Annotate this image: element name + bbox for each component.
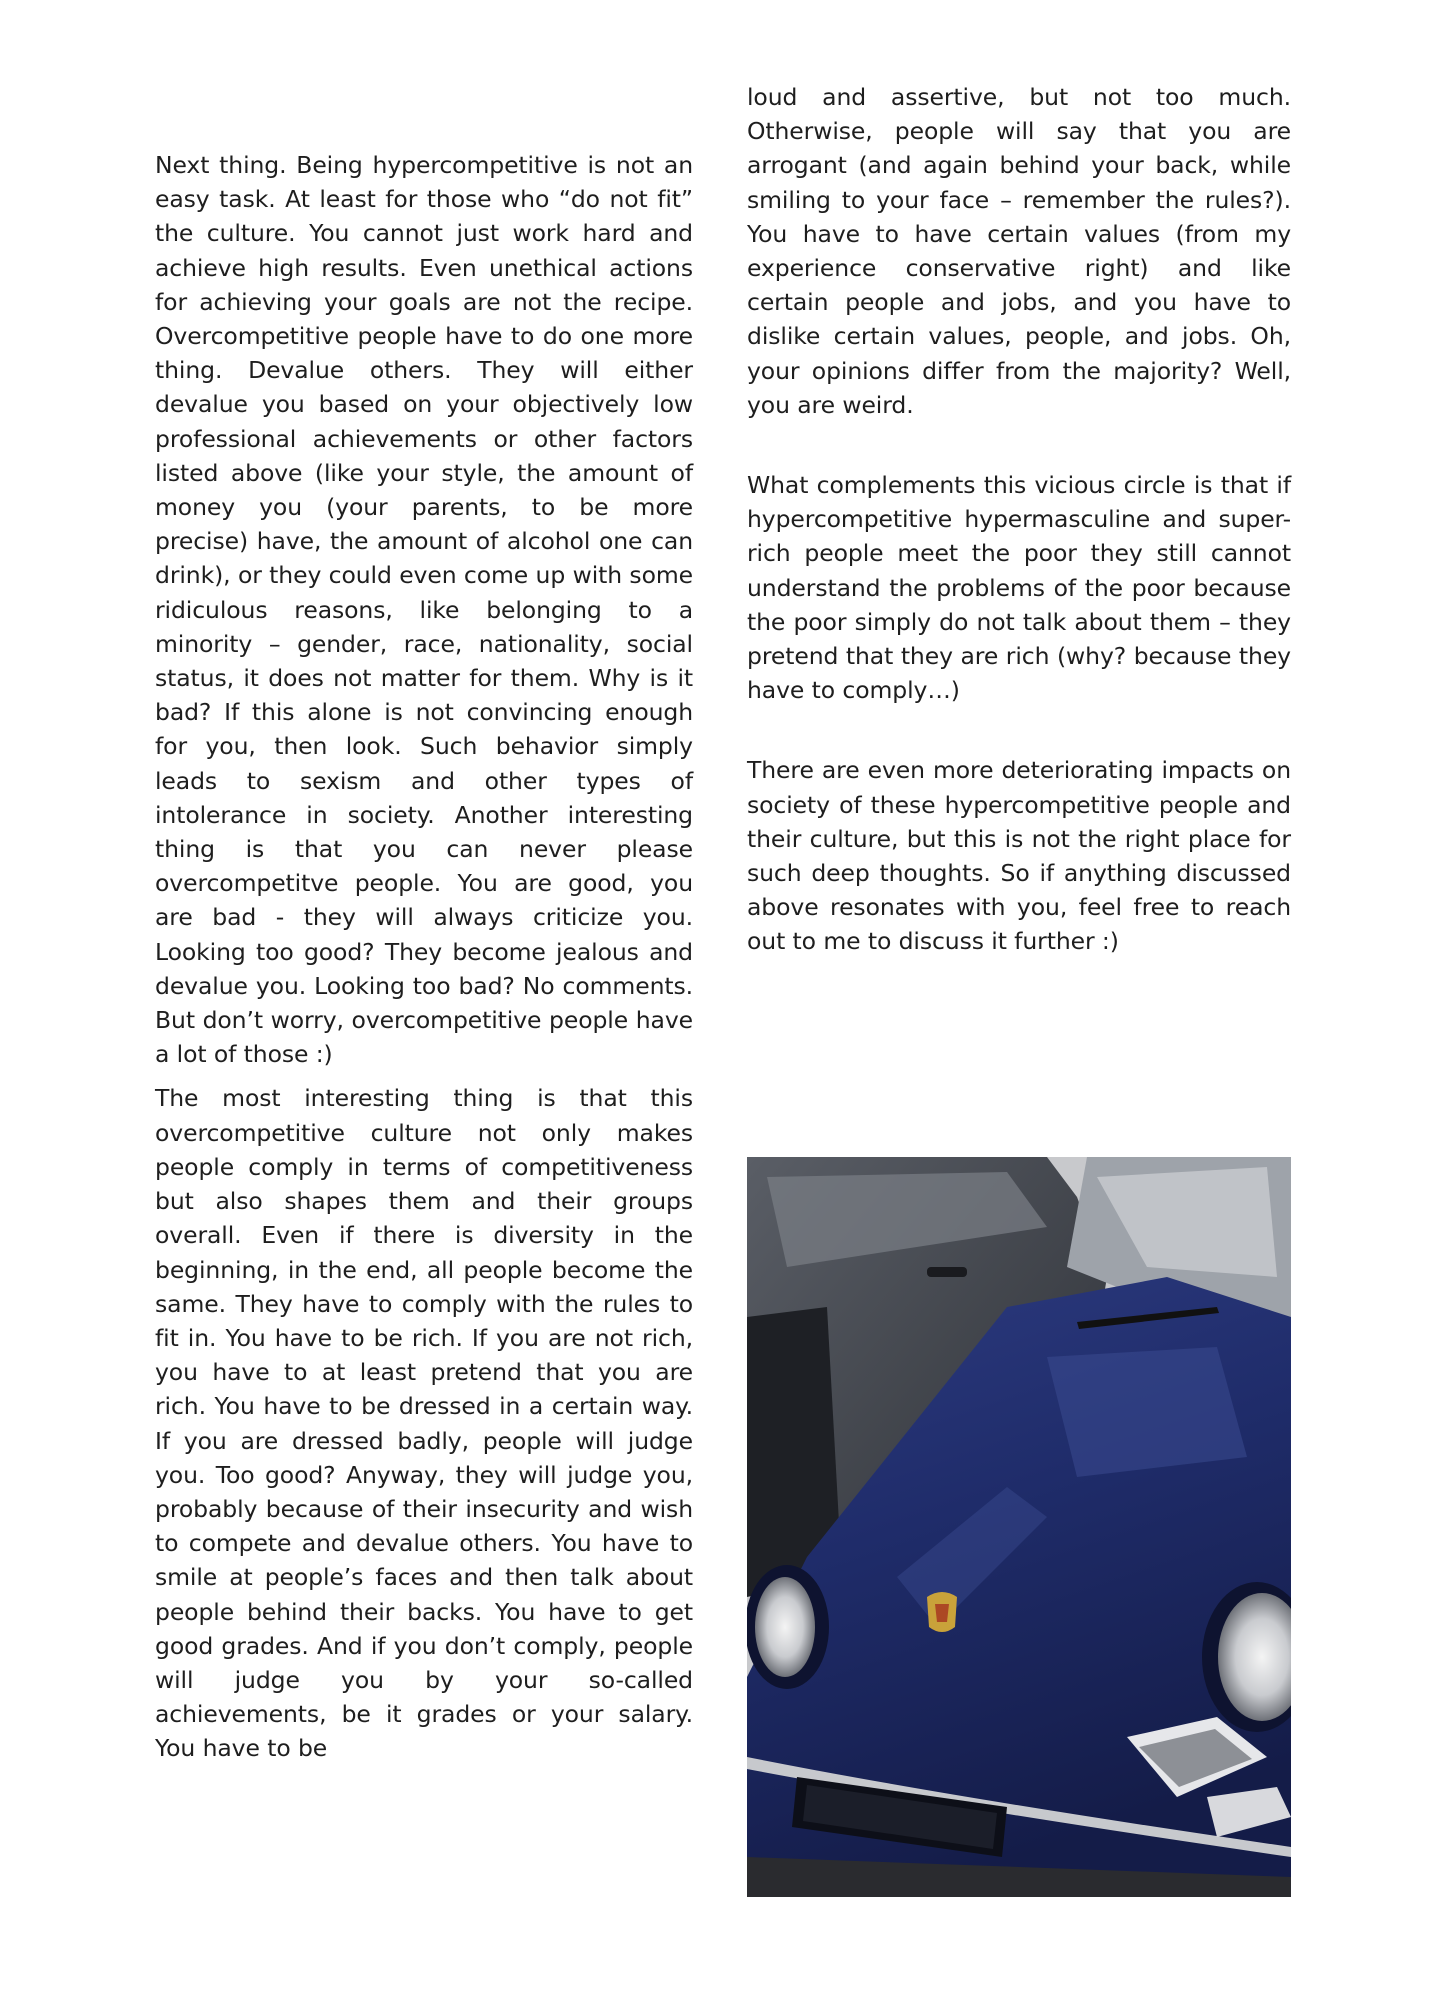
paragraph: There are even more deteriorating impacts on society of these hypercompetitive people and their culture, but this is not the right place for such deep thoughts. So if anything discussed above resonates with you, feel free to reach out to me to discuss it further :) <box>747 756 1291 956</box>
paragraph: The most interesting thing is that this overcompetitive culture not only makes people comply in terms of competitiveness but also shapes them and their groups overall. Even if there is diversity in the beginning, in the end, all people become the same. They have to comply with the rules to fit in. You have to be rich. If you are not rich, you have to at least pretend that you are rich. You have to be dressed in a certain way. If you are dressed badly, people will judge you. Too good? Anyway, they will judge you, probably because of their insecurity and wish to compete and devalue others. You have to smile at people’s faces and then talk about people behind their backs. You have to get good grades. And if you don’t comply, people will judge you by your so-called achievements, be it grades or your salary. You have to be <box>155 1084 693 1763</box>
right-column <box>747 80 1291 959</box>
left-column <box>155 148 693 1766</box>
paragraph: What complements this vicious circle is that if hypercompetitive hypermasculine and super-rich people meet the poor they still cannot understand the problems of the poor because the poor simply do not talk about them – they pretend that they are rich (why? because they have to comply…) <box>747 471 1291 705</box>
paragraph: loud and assertive, but not too much. Otherwise, people will say that you are arrogant (and again behind your back, while smiling to your face – remember the rules?). You have to have certain values (from my experience conservative right) and like certain people and jobs, and you have to dislike certain values, people, and jobs. Oh, your opinions differ from the majority? Well, you are weird. <box>747 83 1291 419</box>
car-image <box>747 1157 1291 1897</box>
paragraph: Next thing. Being hypercompetitive is not an easy task. At least for those who “do not fit” the culture. You cannot just work hard and achieve high results. Even unethical actions for achieving your goals are not the recipe. Overcompetitive people have to do one more thing. Devalue others. They will either devalue you based on your objectively low professional achievements or other factors listed above (like your style, the amount of money you (your parents, to be more precise) have, the amount of alcohol one can drink), or they could even come up with some ridiculous reasons, like belonging to a minority – gender, race, nationality, social status, it does not matter for them. Why is it bad? If this alone is not convincing enough for you, then look. Such behavior simply leads to sexism and other types of intolerance in society. Another interesting thing is that you can never please overcompetitve people. You are good, you are bad - they will always criticize you. Looking too good? They become jealous and devalue you. Looking too bad? No comments. But don’t worry, overcompetitive people have a lot of those :) <box>155 151 693 1069</box>
car-photo <box>747 1157 1291 1897</box>
